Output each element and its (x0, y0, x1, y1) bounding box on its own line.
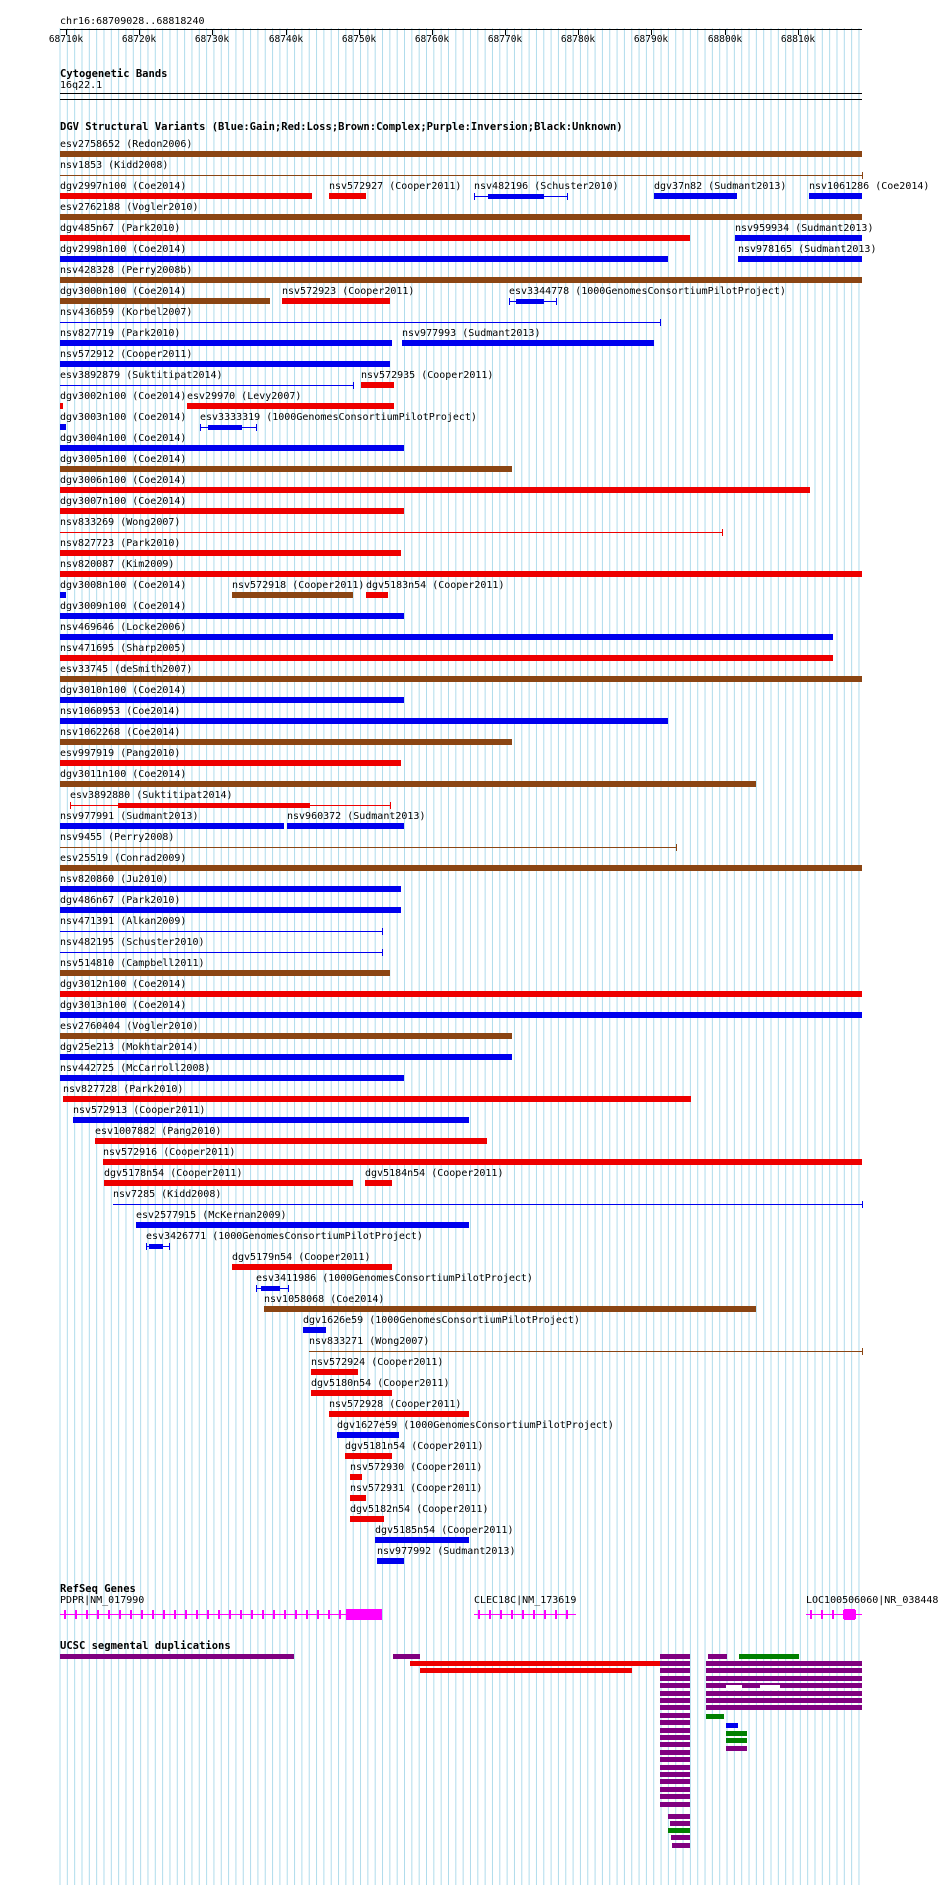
refseq-gene-exon[interactable] (522, 1610, 524, 1619)
dgv-variant-label[interactable]: dgv3007n100 (Coe2014) (60, 496, 187, 507)
dgv-variant-endcap (556, 298, 557, 305)
dgv-variant-line[interactable] (60, 931, 382, 932)
dgv-variant-bar[interactable] (187, 403, 394, 409)
refseq-gene-exon[interactable] (108, 1610, 110, 1619)
dgv-variant-label[interactable]: dgv5184n54 (Cooper2011) (365, 1168, 504, 1179)
dgv-variant-bar[interactable] (287, 823, 404, 829)
dgv-variant-label[interactable]: dgv37n82 (Sudmant2013) (654, 181, 787, 192)
segdup-feature[interactable] (726, 1746, 747, 1751)
dgv-variant-label[interactable]: nsv1060953 (Coe2014) (60, 706, 181, 717)
dgv-variant-label[interactable]: nsv572918 (Cooper2011) (232, 580, 365, 591)
dgv-variant-endcap (200, 424, 201, 431)
segdup-feature[interactable] (706, 1714, 724, 1719)
refseq-gene-exon[interactable] (821, 1610, 823, 1619)
dgv-variant-label[interactable]: nsv572928 (Cooper2011) (329, 1399, 462, 1410)
refseq-gene-exon[interactable] (130, 1610, 132, 1619)
dgv-variant-label[interactable]: nsv572935 (Cooper2011) (361, 370, 494, 381)
axis-tick-label: 68730k (194, 34, 230, 45)
refseq-track-title: RefSeq Genes (60, 1583, 136, 1595)
dgv-variant-bar[interactable] (60, 970, 390, 976)
dgv-variant-label[interactable]: nsv482196 (Schuster2010) (474, 181, 619, 192)
refseq-gene-exon[interactable] (544, 1610, 546, 1619)
dgv-variant-label[interactable]: esv1007882 (Pang2010) (95, 1126, 222, 1137)
dgv-variant-label[interactable]: nsv1853 (Kidd2008) (60, 160, 169, 171)
dgv-variant-endcap (382, 928, 383, 935)
dgv-variant-bar[interactable] (60, 466, 512, 472)
dgv-variant-label[interactable]: dgv5179n54 (Cooper2011) (232, 1252, 371, 1263)
refseq-gene-exon[interactable] (262, 1610, 264, 1619)
dgv-variant-bar[interactable] (104, 1180, 353, 1186)
refseq-gene-exon[interactable] (832, 1610, 834, 1619)
dgv-variant-label[interactable]: dgv1627e59 (1000GenomesConsortiumPilotProject) (337, 1420, 614, 1431)
cytoband-line (60, 99, 862, 100)
dgv-variant-bar[interactable] (60, 1054, 512, 1060)
dgv-variant-line[interactable] (60, 322, 660, 323)
dgv-variant-endcap (382, 949, 383, 956)
segdup-feature[interactable] (660, 1705, 690, 1710)
refseq-gene-label[interactable]: PDPR|NM_017990 (60, 1595, 145, 1606)
segdup-feature[interactable] (420, 1668, 632, 1673)
dgv-variant-bar[interactable] (60, 760, 401, 766)
dgv-variant-label[interactable]: dgv3008n100 (Coe2014) (60, 580, 187, 591)
segdup-feature[interactable] (671, 1835, 690, 1840)
dgv-variant-bar[interactable] (350, 1495, 366, 1501)
refseq-gene-exon[interactable] (251, 1610, 253, 1619)
refseq-gene-exon[interactable] (317, 1610, 319, 1619)
dgv-variant-endcap (169, 1243, 170, 1250)
dgv-variant-label[interactable]: dgv2998n100 (Coe2014) (60, 244, 187, 255)
dgv-variant-bar[interactable] (60, 655, 833, 661)
dgv-variant-label[interactable]: nsv471695 (Sharp2005) (60, 643, 187, 654)
dgv-variant-label[interactable]: nsv1062268 (Coe2014) (60, 727, 181, 738)
segdup-feature[interactable] (706, 1661, 862, 1666)
dgv-variant-bar[interactable] (95, 1138, 487, 1144)
dgv-variant-bar[interactable] (60, 235, 690, 241)
segdup-feature[interactable] (672, 1843, 690, 1848)
dgv-variant-bar[interactable] (60, 634, 833, 640)
dgv-variant-label[interactable]: dgv3002n100 (Coe2014) (60, 391, 187, 402)
dgv-variant-bar[interactable] (329, 1411, 469, 1417)
dgv-variant-endcap (256, 424, 257, 431)
dgv-variant-label[interactable]: nsv572916 (Cooper2011) (103, 1147, 236, 1158)
dgv-variant-line[interactable] (60, 385, 353, 386)
refseq-gene-utr[interactable] (346, 1609, 382, 1620)
dgv-variant-block[interactable] (208, 425, 242, 430)
dgv-variant-bar[interactable] (60, 256, 668, 262)
dgv-variant-bar[interactable] (73, 1117, 469, 1123)
axis-tick-label: 68790k (633, 34, 669, 45)
dgv-variant-label[interactable]: dgv3003n100 (Coe2014) (60, 412, 187, 423)
dgv-variant-bar[interactable] (60, 991, 862, 997)
dgv-variant-bar[interactable] (232, 1264, 392, 1270)
segdup-feature[interactable] (706, 1705, 862, 1710)
axis-tick-label: 68740k (268, 34, 304, 45)
dgv-variant-bar[interactable] (60, 676, 862, 682)
dgv-variant-label[interactable]: nsv572923 (Cooper2011) (282, 286, 415, 297)
dgv-variant-label[interactable]: dgv486n67 (Park2010) (60, 895, 181, 906)
segdup-feature[interactable] (660, 1676, 690, 1681)
dgv-variant-endcap (722, 529, 723, 536)
dgv-variant-label[interactable]: nsv428328 (Perry2008b) (60, 265, 193, 276)
segdup-feature[interactable] (660, 1661, 690, 1666)
dgv-variant-bar[interactable] (350, 1474, 362, 1480)
dgv-variant-label[interactable]: nsv977991 (Sudmant2013) (60, 811, 199, 822)
refseq-gene-exon[interactable] (295, 1610, 297, 1619)
dgv-variant-label[interactable]: dgv5178n54 (Cooper2011) (104, 1168, 243, 1179)
dgv-variant-bar[interactable] (60, 193, 312, 199)
axis-tick-label: 68760k (414, 34, 450, 45)
refseq-gene-exon[interactable] (174, 1610, 176, 1619)
dgv-variant-bar[interactable] (654, 193, 737, 199)
dgv-variant-label[interactable]: nsv9455 (Perry2008) (60, 832, 175, 843)
refseq-gene-exon[interactable] (339, 1610, 341, 1619)
segdup-feature[interactable] (660, 1750, 690, 1755)
dgv-variant-label[interactable]: nsv572924 (Cooper2011) (311, 1357, 444, 1368)
segdup-feature[interactable] (60, 1654, 294, 1659)
segdup-feature[interactable] (660, 1683, 690, 1688)
segdup-feature[interactable] (726, 1723, 738, 1728)
dgv-variant-endcap (256, 1285, 257, 1292)
dgv-variant-label[interactable]: nsv827728 (Park2010) (63, 1084, 184, 1095)
segdup-feature[interactable] (670, 1821, 690, 1826)
dgv-variant-bar[interactable] (60, 907, 401, 913)
refseq-gene-exon[interactable] (152, 1610, 154, 1619)
segdup-feature[interactable] (726, 1738, 747, 1743)
dgv-variant-label[interactable]: nsv820860 (Ju2010) (60, 874, 169, 885)
dgv-variant-label[interactable]: esv29970 (Levy2007) (187, 391, 302, 402)
refseq-gene-exon[interactable] (229, 1610, 231, 1619)
dgv-variant-bar[interactable] (60, 487, 810, 493)
refseq-gene-exon[interactable] (810, 1610, 812, 1619)
segdup-feature[interactable] (660, 1779, 690, 1784)
segdup-feature[interactable] (760, 1685, 780, 1690)
dgv-variant-label[interactable]: esv2758652 (Redon2006) (60, 139, 193, 150)
dgv-variant-label[interactable]: dgv2997n100 (Coe2014) (60, 181, 187, 192)
refseq-gene-exon[interactable] (163, 1610, 165, 1619)
dgv-variant-bar[interactable] (60, 214, 862, 220)
segdup-feature[interactable] (660, 1691, 690, 1696)
dgv-variant-bar[interactable] (361, 382, 394, 388)
segdup-feature[interactable] (660, 1735, 690, 1740)
segdup-feature[interactable] (393, 1654, 420, 1659)
dgv-variant-label[interactable]: nsv827719 (Park2010) (60, 328, 181, 339)
dgv-variant-label[interactable]: dgv485n67 (Park2010) (60, 223, 181, 234)
dgv-variant-bar[interactable] (311, 1369, 358, 1375)
dgv-variant-label[interactable]: esv2760404 (Vogler2010) (60, 1021, 199, 1032)
dgv-variant-bar[interactable] (809, 193, 862, 199)
refseq-gene-exon[interactable] (284, 1610, 286, 1619)
dgv-variant-label[interactable]: nsv482195 (Schuster2010) (60, 937, 205, 948)
refseq-gene-exon[interactable] (64, 1610, 66, 1619)
axis-tick-label: 68750k (341, 34, 377, 45)
dgv-variant-block[interactable] (516, 299, 544, 304)
segdup-feature[interactable] (660, 1713, 690, 1718)
dgv-variant-label[interactable]: nsv833269 (Wong2007) (60, 517, 181, 528)
dgv-variant-endcap (509, 298, 510, 305)
refseq-gene-exon[interactable] (489, 1610, 491, 1619)
refseq-gene-exon[interactable] (185, 1610, 187, 1619)
dgv-variant-bar[interactable] (303, 1327, 326, 1333)
dgv-variant-endcap (676, 844, 677, 851)
dgv-variant-bar[interactable] (282, 298, 390, 304)
dgv-variant-endcap (862, 1201, 863, 1208)
dgv-variant-label[interactable]: dgv5181n54 (Cooper2011) (345, 1441, 484, 1452)
dgv-variant-label[interactable]: dgv3013n100 (Coe2014) (60, 1000, 187, 1011)
dgv-variant-bar[interactable] (60, 739, 512, 745)
dgv-variant-label[interactable]: nsv1058068 (Coe2014) (264, 1294, 385, 1305)
axis-tick-label: 68770k (487, 34, 523, 45)
dgv-variant-label[interactable]: nsv572912 (Cooper2011) (60, 349, 193, 360)
refseq-gene-exon[interactable] (328, 1610, 330, 1619)
refseq-gene-exon[interactable] (207, 1610, 209, 1619)
cytoband-label: 16q22.1 (60, 80, 103, 91)
dgv-variant-endcap (70, 802, 71, 809)
refseq-gene-exon[interactable] (566, 1610, 568, 1619)
cytoband-track-title: Cytogenetic Bands (60, 68, 168, 80)
dgv-variant-label[interactable]: nsv7285 (Kidd2008) (113, 1189, 222, 1200)
dgv-variant-endcap (474, 193, 475, 200)
dgv-variant-bar[interactable] (63, 1096, 691, 1102)
dgv-variant-label[interactable]: esv2762188 (Vogler2010) (60, 202, 199, 213)
segdup-feature[interactable] (706, 1676, 862, 1681)
segdup-feature[interactable] (668, 1814, 690, 1819)
dgv-variant-bar[interactable] (60, 340, 392, 346)
segdup-feature[interactable] (660, 1802, 690, 1807)
dgv-variant-label[interactable]: nsv469646 (Locke2006) (60, 622, 187, 633)
refseq-gene-exon[interactable] (306, 1610, 308, 1619)
refseq-gene-label[interactable]: CLEC18C|NM_173619 (474, 1595, 577, 1606)
dgv-variant-bar[interactable] (60, 403, 63, 409)
dgv-variant-bar[interactable] (735, 235, 862, 241)
dgv-variant-label[interactable]: esv2577915 (McKernan2009) (136, 1210, 287, 1221)
dgv-variant-bar[interactable] (738, 256, 862, 262)
dgv-variant-label[interactable]: nsv572927 (Cooper2011) (329, 181, 462, 192)
dgv-variant-label[interactable]: esv3411986 (1000GenomesConsortiumPilotProject) (256, 1273, 533, 1284)
segdup-feature[interactable] (726, 1731, 747, 1736)
dgv-variant-bar[interactable] (60, 1012, 862, 1018)
dgv-variant-bar[interactable] (60, 361, 390, 367)
refseq-gene-exon[interactable] (86, 1610, 88, 1619)
axis-tick-label: 68800k (707, 34, 743, 45)
axis-tick-label: 68810k (780, 34, 816, 45)
dgv-variant-label[interactable]: nsv960372 (Sudmant2013) (287, 811, 426, 822)
dgv-variant-label[interactable]: esv3892880 (Suktitipat2014) (70, 790, 233, 801)
dgv-variant-bar[interactable] (60, 424, 66, 430)
dgv-variant-block[interactable] (488, 194, 544, 199)
dgv-variant-label[interactable]: esv3333319 (1000GenomesConsortiumPilotProject) (200, 412, 477, 423)
dgv-variant-endcap (862, 1348, 863, 1355)
dgv-variant-label[interactable]: esv3892879 (Suktitipat2014) (60, 370, 223, 381)
dgv-variant-endcap (288, 1285, 289, 1292)
axis-tick-label: 68780k (560, 34, 596, 45)
dgv-variant-label[interactable]: nsv572913 (Cooper2011) (73, 1105, 206, 1116)
dgv-variant-bar[interactable] (60, 781, 756, 787)
segdup-feature[interactable] (708, 1654, 727, 1659)
dgv-variant-line[interactable] (60, 532, 722, 533)
segdup-track-title: UCSC segmental duplications (60, 1640, 231, 1652)
dgv-variant-label[interactable]: nsv514810 (Campbell2011) (60, 958, 205, 969)
dgv-variant-bar[interactable] (60, 823, 284, 829)
dgv-variant-bar[interactable] (60, 445, 404, 451)
dgv-variant-bar[interactable] (60, 550, 401, 556)
dgv-variant-label[interactable]: dgv3005n100 (Coe2014) (60, 454, 187, 465)
dgv-variant-bar[interactable] (60, 571, 862, 577)
dgv-variant-label[interactable]: dgv1626e59 (1000GenomesConsortiumPilotProject) (303, 1315, 580, 1326)
refseq-gene-exon[interactable] (511, 1610, 513, 1619)
dgv-variant-line[interactable] (60, 952, 382, 953)
segdup-feature[interactable] (668, 1828, 690, 1833)
segdup-feature[interactable] (660, 1698, 690, 1703)
dgv-variant-endcap (353, 382, 354, 389)
dgv-variant-label[interactable]: dgv5180n54 (Cooper2011) (311, 1378, 450, 1389)
refseq-gene-exon[interactable] (533, 1610, 535, 1619)
dgv-variant-label[interactable]: nsv827723 (Park2010) (60, 538, 181, 549)
dgv-variant-label[interactable]: nsv820087 (Kim2009) (60, 559, 175, 570)
dgv-variant-bar[interactable] (366, 592, 388, 598)
segdup-feature[interactable] (706, 1698, 862, 1703)
dgv-track-title: DGV Structural Variants (Blue:Gain;Red:Loss;Brown:Complex;Purple:Inversion;Black:Unknown) (60, 121, 623, 133)
dgv-variant-label[interactable]: dgv5182n54 (Cooper2011) (350, 1504, 489, 1515)
dgv-variant-block[interactable] (261, 1286, 280, 1291)
refseq-gene-utr[interactable] (844, 1609, 855, 1620)
dgv-variant-bar[interactable] (60, 718, 668, 724)
refseq-gene-exon[interactable] (240, 1610, 242, 1619)
dgv-variant-label[interactable]: esv33745 (deSmith2007) (60, 664, 193, 675)
segdup-feature[interactable] (660, 1720, 690, 1725)
segdup-feature[interactable] (660, 1787, 690, 1792)
dgv-variant-bar[interactable] (264, 1306, 756, 1312)
dgv-variant-label[interactable]: dgv3000n100 (Coe2014) (60, 286, 187, 297)
dgv-variant-label[interactable]: dgv3011n100 (Coe2014) (60, 769, 187, 780)
dgv-variant-label[interactable]: esv3426771 (1000GenomesConsortiumPilotProject) (146, 1231, 423, 1242)
segdup-feature[interactable] (706, 1691, 862, 1696)
dgv-variant-bar[interactable] (60, 697, 404, 703)
dgv-variant-label[interactable]: esv25519 (Conrad2009) (60, 853, 187, 864)
segdup-feature[interactable] (660, 1794, 690, 1799)
dgv-variant-label[interactable]: nsv442725 (McCarroll2008) (60, 1063, 211, 1074)
segdup-feature[interactable] (739, 1654, 799, 1659)
segdup-feature[interactable] (726, 1685, 742, 1690)
dgv-variant-endcap (146, 1243, 147, 1250)
dgv-variant-bar[interactable] (60, 1075, 404, 1081)
dgv-variant-bar[interactable] (60, 277, 862, 283)
dgv-variant-label[interactable]: dgv5185n54 (Cooper2011) (375, 1525, 514, 1536)
segdup-feature[interactable] (660, 1765, 690, 1770)
dgv-variant-label[interactable]: nsv977992 (Sudmant2013) (377, 1546, 516, 1557)
segdup-feature[interactable] (410, 1661, 690, 1666)
dgv-variant-endcap (862, 172, 863, 179)
dgv-variant-bar[interactable] (337, 1432, 399, 1438)
refseq-gene-exon[interactable] (75, 1610, 77, 1619)
dgv-variant-bar[interactable] (60, 508, 404, 514)
dgv-variant-endcap (567, 193, 568, 200)
dgv-variant-label[interactable]: nsv977993 (Sudmant2013) (402, 328, 541, 339)
dgv-variant-label[interactable]: nsv572931 (Cooper2011) (350, 1483, 483, 1494)
dgv-variant-label[interactable]: dgv3004n100 (Coe2014) (60, 433, 187, 444)
dgv-variant-label[interactable]: nsv471391 (Alkan2009) (60, 916, 187, 927)
dgv-variant-label[interactable]: nsv833271 (Wong2007) (309, 1336, 430, 1347)
dgv-variant-block[interactable] (149, 1244, 163, 1249)
refseq-gene-exon[interactable] (273, 1610, 275, 1619)
dgv-variant-bar[interactable] (329, 193, 366, 199)
refseq-gene-exon[interactable] (196, 1610, 198, 1619)
dgv-variant-endcap (390, 802, 391, 809)
refseq-gene-exon[interactable] (555, 1610, 557, 1619)
dgv-variant-bar[interactable] (60, 298, 270, 304)
dgv-variant-label[interactable]: dgv5183n54 (Cooper2011) (366, 580, 505, 591)
segdup-feature[interactable] (660, 1654, 690, 1659)
refseq-gene-exon[interactable] (97, 1610, 99, 1619)
dgv-variant-bar[interactable] (60, 865, 862, 871)
segdup-feature[interactable] (660, 1757, 690, 1762)
dgv-variant-label[interactable]: nsv436059 (Korbel2007) (60, 307, 193, 318)
dgv-variant-label[interactable]: esv3344778 (1000GenomesConsortiumPilotProject) (509, 286, 786, 297)
dgv-variant-label[interactable]: dgv25e213 (Mokhtar2014) (60, 1042, 199, 1053)
dgv-variant-bar[interactable] (60, 1033, 512, 1039)
dgv-variant-label[interactable]: dgv3009n100 (Coe2014) (60, 601, 187, 612)
dgv-variant-label[interactable]: dgv3010n100 (Coe2014) (60, 685, 187, 696)
segdup-feature[interactable] (660, 1742, 690, 1747)
region-label: chr16:68709028..68818240 (60, 16, 205, 27)
refseq-gene-exon[interactable] (218, 1610, 220, 1619)
dgv-variant-bar[interactable] (60, 592, 66, 598)
dgv-variant-bar[interactable] (375, 1537, 469, 1543)
dgv-variant-line[interactable] (309, 1351, 862, 1352)
axis-tick-label: 68720k (121, 34, 157, 45)
dgv-variant-bar[interactable] (365, 1180, 392, 1186)
dgv-variant-bar[interactable] (136, 1222, 469, 1228)
dgv-variant-label[interactable]: nsv978165 (Sudmant2013) (738, 244, 877, 255)
dgv-variant-bar[interactable] (402, 340, 654, 346)
dgv-variant-bar[interactable] (311, 1390, 392, 1396)
dgv-variant-bar[interactable] (350, 1516, 384, 1522)
dgv-variant-bar[interactable] (232, 592, 353, 598)
refseq-gene-exon[interactable] (478, 1610, 480, 1619)
segdup-feature[interactable] (706, 1668, 862, 1673)
ruler-line (60, 29, 862, 30)
dgv-variant-label[interactable]: dgv3012n100 (Coe2014) (60, 979, 187, 990)
refseq-gene-exon[interactable] (141, 1610, 143, 1619)
dgv-variant-label[interactable]: nsv959934 (Sudmant2013) (735, 223, 874, 234)
dgv-variant-line[interactable] (113, 1204, 862, 1205)
dgv-variant-line[interactable] (60, 847, 676, 848)
dgv-variant-bar[interactable] (60, 886, 401, 892)
dgv-variant-block[interactable] (118, 803, 310, 808)
cytoband-line (60, 93, 862, 94)
dgv-variant-endcap (660, 319, 661, 326)
dgv-variant-label[interactable]: esv997919 (Pang2010) (60, 748, 181, 759)
dgv-variant-label[interactable]: dgv3006n100 (Coe2014) (60, 475, 187, 486)
dgv-variant-label[interactable]: nsv572930 (Cooper2011) (350, 1462, 483, 1473)
dgv-variant-bar[interactable] (377, 1558, 404, 1564)
dgv-variant-bar[interactable] (60, 613, 404, 619)
axis-tick-label: 68710k (48, 34, 84, 45)
refseq-gene-label[interactable]: LOC100506060|NR_038448 (806, 1595, 938, 1606)
refseq-gene-exon[interactable] (119, 1610, 121, 1619)
dgv-variant-label[interactable]: nsv1061286 (Coe2014) (809, 181, 930, 192)
refseq-gene-exon[interactable] (500, 1610, 502, 1619)
segdup-feature[interactable] (660, 1728, 690, 1733)
dgv-variant-line[interactable] (60, 175, 862, 176)
segdup-feature[interactable] (660, 1668, 690, 1673)
dgv-variant-bar[interactable] (60, 151, 862, 157)
dgv-variant-bar[interactable] (345, 1453, 392, 1459)
dgv-variant-bar[interactable] (103, 1159, 862, 1165)
segdup-feature[interactable] (660, 1772, 690, 1777)
